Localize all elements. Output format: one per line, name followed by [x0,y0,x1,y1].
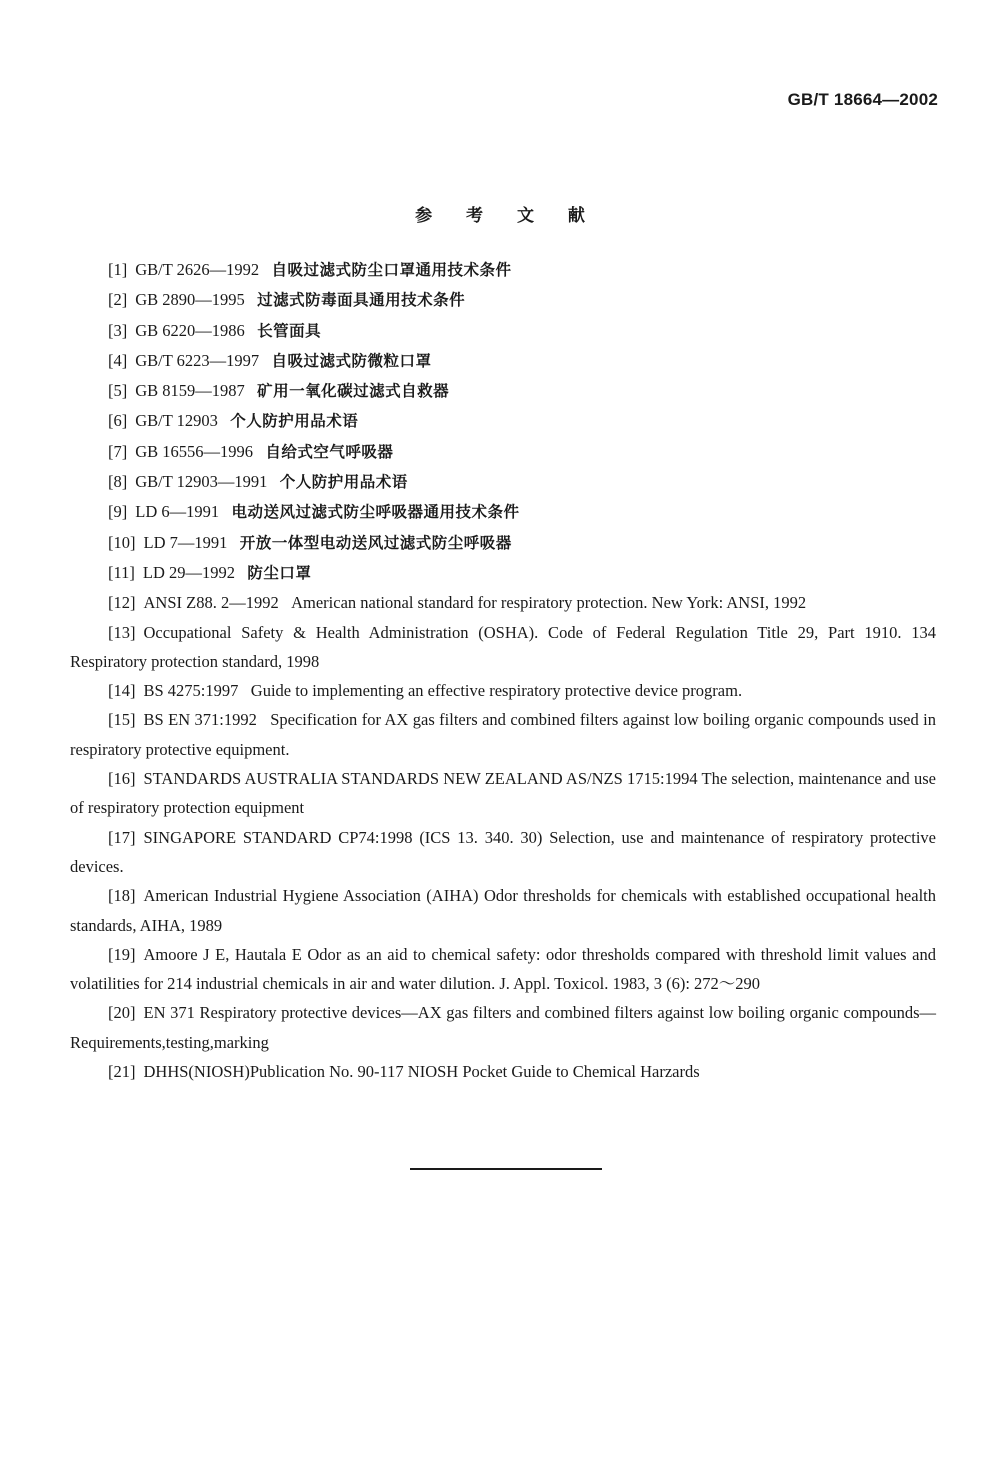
reference-number: [9] [108,502,128,522]
reference-item [70,346,936,376]
reference-item [70,676,936,705]
reference-number: [18] [108,886,136,906]
reference-number: [1] [108,260,128,279]
reference-text: 自吸过滤式防微粒口罩 [271,351,432,370]
reference-item [70,255,936,285]
reference-text: 防尘口罩 [247,563,312,582]
reference-text: 个人防护用品术语 [279,473,408,492]
reference-code: GB/T 6223—1997 [135,350,260,370]
reference-text: Occupational Safety & Health Administration (OSHA). Code of Federal Regulation Title 29, Part 1910. 134 Respiratory protection standard, 1998 [70,622,936,671]
reference-item [70,618,936,677]
reference-text: 自给式空气呼吸器 [265,442,394,461]
reference-item [70,376,936,406]
reference-code: GB 6220—1986 [135,320,245,340]
reference-number: [10] [108,532,136,552]
reference-number: [13] [108,622,136,642]
reference-text: 过滤式防毒面具通用技术条件 [257,291,466,310]
reference-item [70,316,936,346]
references-title: 参 考 文 献 [415,206,599,226]
reference-item [70,467,936,497]
reference-code: LD 6—1991 [135,502,220,522]
reference-item [70,1057,936,1086]
reference-code: LD 7—1991 [143,532,228,552]
reference-item [70,437,936,467]
reference-code: GB/T 12903—1991 [135,472,268,492]
reference-number: [7] [108,441,128,461]
reference-code: LD 29—1992 [142,562,236,582]
reference-number: [17] [108,827,136,847]
reference-item [70,558,936,588]
reference-text: EN 371 Respiratory protective devices—AX gas filters and combined filters against low boiling organic compounds—Requirements,testing,marking [70,1003,936,1052]
standard-code: GB/T 18664—2002 [787,90,938,109]
reference-number: [5] [108,381,128,401]
reference-text: Amoore J E, Hautala E Odor as an aid to chemical safety: odor thresholds compared with threshold limit values and volatilities for 214 industrial chemicals in air and water dilution. J. Appl. Toxicol. 1983, 3 (6): 272～290 [70,944,936,994]
reference-number: [12] [108,593,136,613]
reference-text: 开放一体型电动送风过滤式防尘呼吸器 [239,533,512,552]
reference-number: [11] [108,562,135,582]
reference-text: Guide to implementing an effective respiratory protective device program. [250,681,743,701]
reference-code: GB/T 2626—1992 [135,260,260,279]
reference-text: American Industrial Hygiene Association (AIHA) Odor thresholds for chemicals with established occupational health standards, AIHA, 1989 [70,886,936,935]
reference-number: [19] [108,944,136,964]
reference-list [70,255,936,1086]
reference-code: GB 2890—1995 [135,290,245,310]
reference-number: [3] [108,320,128,340]
reference-text: 个人防护用品术语 [230,412,359,431]
end-rule [410,1168,602,1170]
reference-text: DHHS(NIOSH)Publication No. 90-117 NIOSH Pocket Guide to Chemical Harzards [143,1062,700,1082]
reference-item [70,881,936,940]
reference-text: Specification for AX gas filters and combined filters against low boiling organic compounds used in respiratory protective equipment. [70,710,936,759]
reference-code: GB/T 12903 [135,411,218,431]
reference-item [70,764,936,823]
reference-item [70,940,936,999]
reference-number: [21] [108,1062,136,1082]
reference-code: BS EN 371:1992 [143,710,257,730]
reference-text: American national standard for respiratory protection. New York: ANSI, 1992 [291,593,807,613]
reference-text: STANDARDS AUSTRALIA STANDARDS NEW ZEALAND AS/NZS 1715:1994 The selection, maintenance and use of respiratory protection equipment [70,769,936,818]
reference-text: 电动送风过滤式防尘呼吸器通用技术条件 [231,503,520,522]
reference-item [70,588,936,617]
reference-code: ANSI Z88. 2—1992 [143,593,279,613]
reference-item [70,823,936,882]
reference-number: [6] [108,411,128,431]
reference-number: [4] [108,350,128,370]
reference-number: [2] [108,290,128,310]
reference-code: GB 8159—1987 [135,381,245,401]
reference-number: [14] [108,681,136,701]
reference-text: 自吸过滤式防尘口罩通用技术条件 [271,261,512,279]
reference-item [70,528,936,558]
reference-number: [15] [108,710,136,730]
reference-number: [16] [108,769,136,789]
reference-item [70,285,936,315]
reference-item [70,705,936,764]
reference-number: [20] [108,1003,136,1023]
reference-text: SINGAPORE STANDARD CP74:1998 (ICS 13. 340. 30) Selection, use and maintenance of respiratory protective devices. [70,827,936,876]
reference-code: BS 4275:1997 [143,681,239,701]
reference-text: 长管面具 [257,321,322,340]
reference-code: GB 16556—1996 [135,441,254,461]
reference-number: [8] [108,472,128,492]
reference-text: 矿用一氧化碳过滤式自救器 [257,382,450,401]
reference-item [70,998,936,1057]
reference-item [70,406,936,436]
reference-item [70,497,936,527]
